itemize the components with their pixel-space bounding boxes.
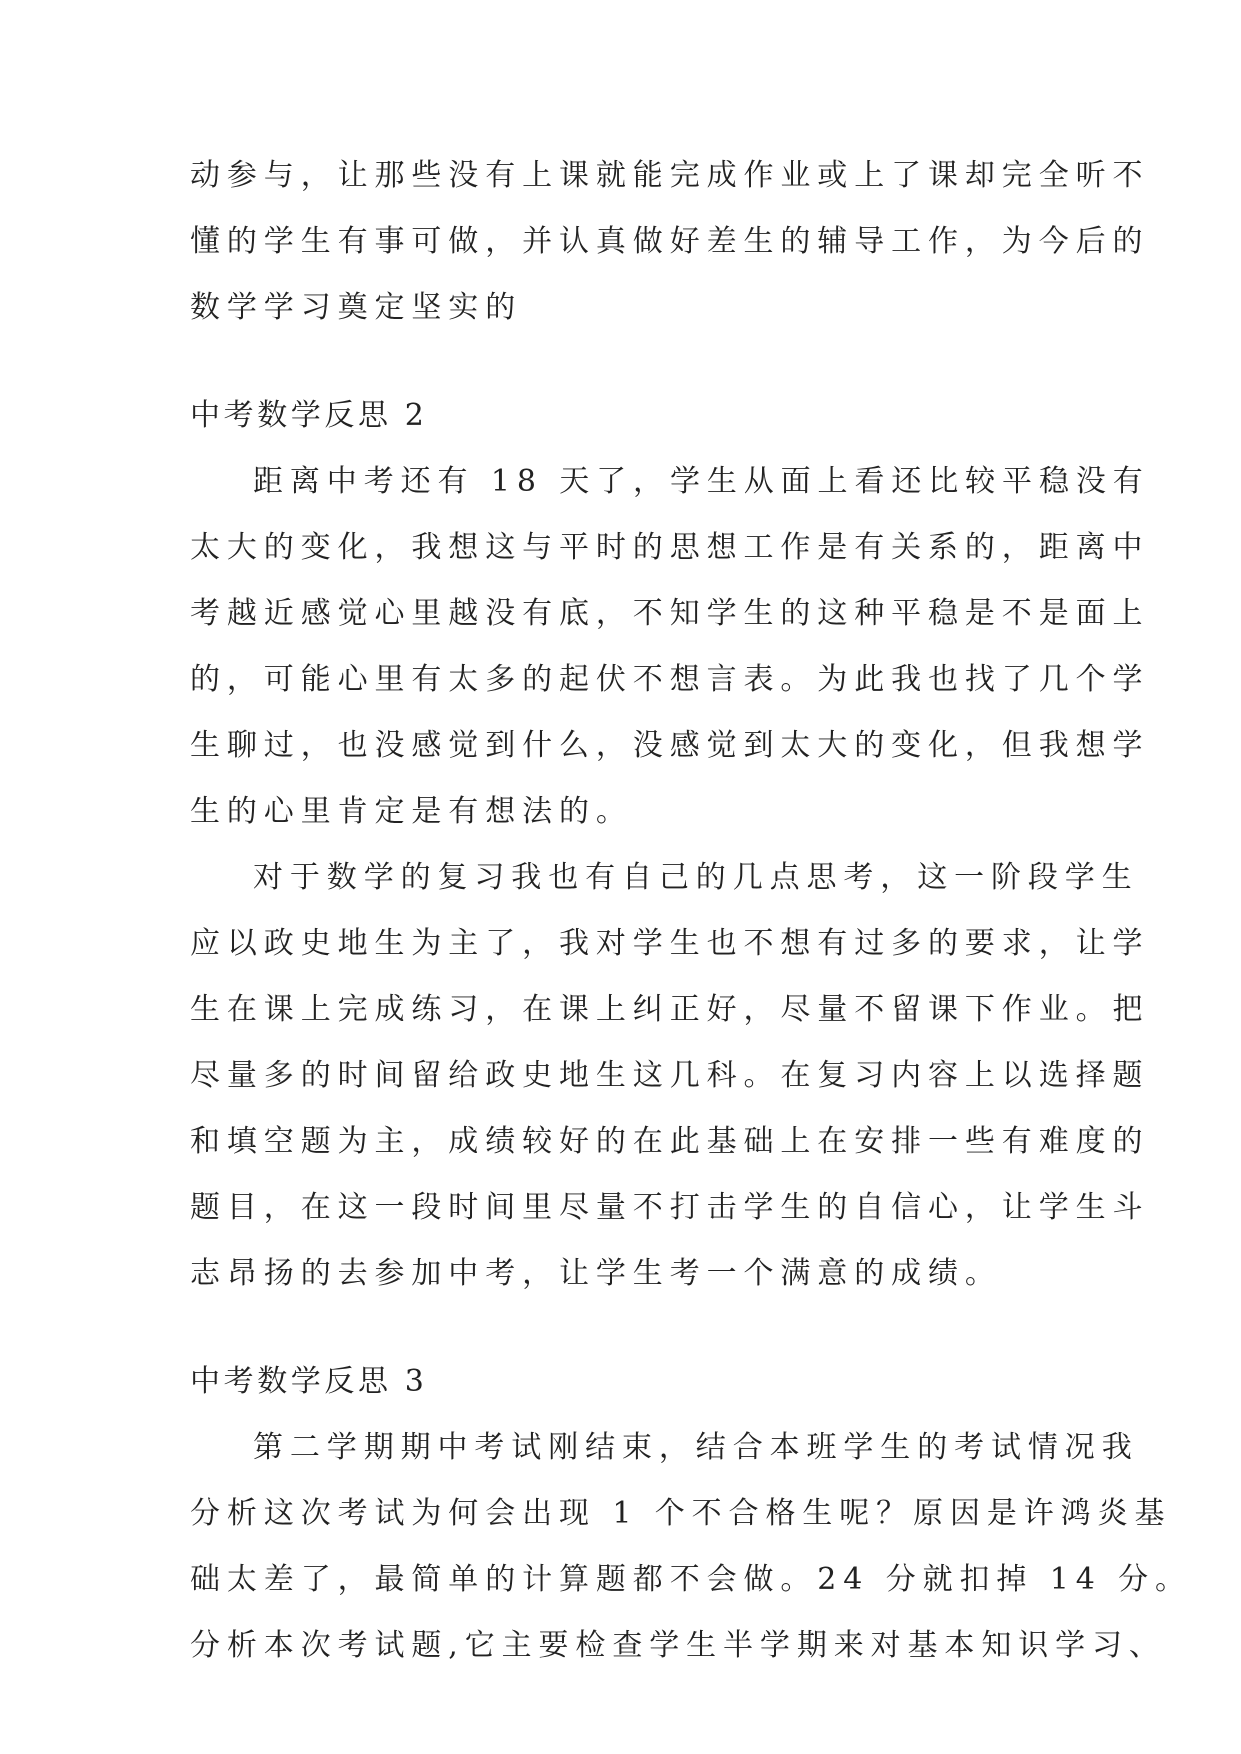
intro-line-1: 动参与，让那些没有上课就能完成作业或上了课却完全听不 (190, 158, 1150, 193)
section-2-p1-line-5: 生聊过，也没感觉到什么，没感觉到太大的变化，但我想学 (190, 728, 1150, 763)
section-2-p2-line-7: 志昂扬的去参加中考，让学生考一个满意的成绩。 (190, 1256, 1002, 1291)
section-2-p2-line-6: 题目，在这一段时间里尽量不打击学生的自信心，让学生斗 (190, 1190, 1150, 1225)
intro-line-3: 数学学习奠定坚实的 (190, 290, 523, 325)
section-2-p1-line-4: 的，可能心里有太多的起伏不想言表。为此我也找了几个学 (190, 662, 1150, 697)
section-3-p1-line-2: 分析这次考试为何会出现 1 个不合格生呢？原因是许鸿炎基 (190, 1496, 1172, 1531)
section-2-p1-line-2: 太大的变化，我想这与平时的思想工作是有关系的，距离中 (190, 530, 1150, 565)
section-2-p2-line-4: 尽量多的时间留给政史地生这几科。在复习内容上以选择题 (190, 1058, 1150, 1093)
intro-line-2: 懂的学生有事可做，并认真做好差生的辅导工作，为今后的 (190, 224, 1150, 259)
section-3-heading: 中考数学反思 3 (190, 1364, 428, 1399)
section-3-p1-line-4: 分析本次考试题,它主要检查学生半学期来对基本知识学习、 (190, 1628, 1166, 1663)
section-2-p1-line-3: 考越近感觉心里越没有底，不知学生的这种平稳是不是面上 (190, 596, 1150, 631)
section-2-p2-line-5: 和填空题为主，成绩较好的在此基础上在安排一些有难度的 (190, 1124, 1150, 1159)
section-2-heading: 中考数学反思 2 (190, 398, 428, 433)
section-3-p1-line-3: 础太差了，最简单的计算题都不会做。24 分就扣掉 14 分。 (190, 1562, 1192, 1597)
section-2-p1-line-1: 距离中考还有 18 天了，学生从面上看还比较平稳没有 (253, 464, 1150, 499)
section-2-p2-line-1: 对于数学的复习我也有自己的几点思考，这一阶段学生 (253, 860, 1139, 895)
section-2-p1-line-6: 生的心里肯定是有想法的。 (190, 794, 633, 829)
section-2-p2-line-3: 生在课上完成练习，在课上纠正好，尽量不留课下作业。把 (190, 992, 1150, 1027)
section-3-p1-line-1: 第二学期期中考试刚结束，结合本班学生的考试情况我 (253, 1430, 1139, 1465)
section-2-p2-line-2: 应以政史地生为主了，我对学生也不想有过多的要求，让学 (190, 926, 1150, 961)
